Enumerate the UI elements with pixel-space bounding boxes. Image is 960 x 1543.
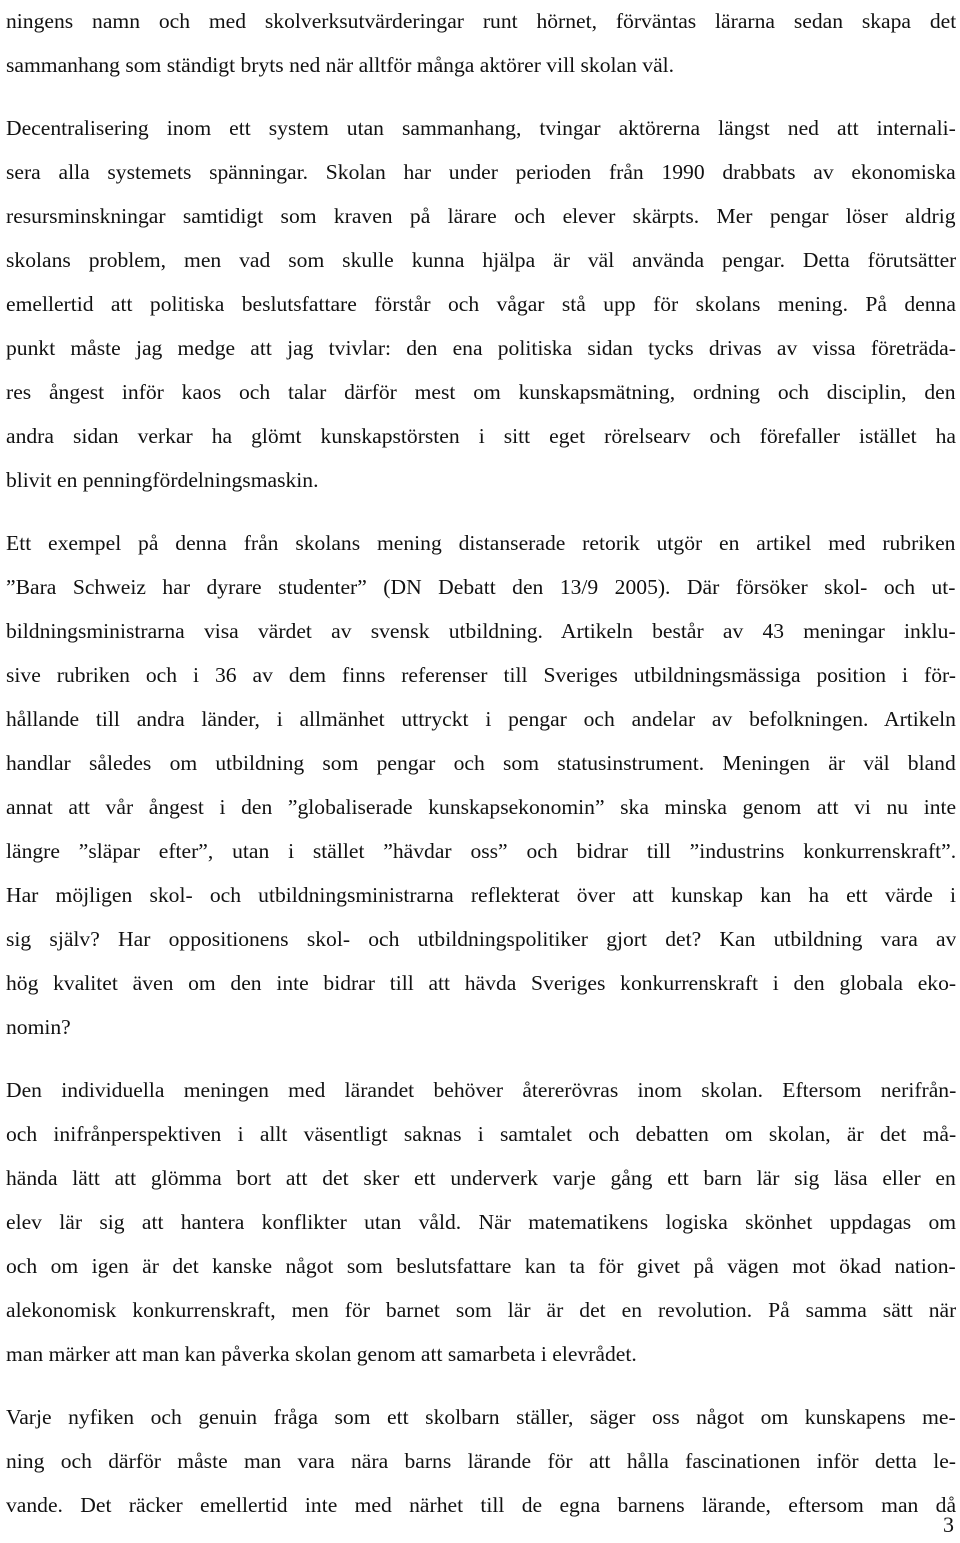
text-line: sive rubriken och i 36 av dem finns referenser till Sveriges utbildningsmässiga position i för- <box>6 663 956 687</box>
text-line: man märker att man kan påverka skolan genom att samarbeta i elevrådet. <box>6 1342 637 1366</box>
text-line: ”Bara Schweiz har dyrare studenter” (DN Debatt den 13/9 2005). Där försöker skol- och ut- <box>6 575 956 599</box>
text-line: resursminskningar samtidigt som kraven på lärare och elever skärpts. Mer pengar löser aldrig <box>6 204 956 228</box>
text-line: Ett exempel på denna från skolans mening distanserade retorik utgör en artikel med rubriken <box>6 531 956 555</box>
text-line: längre ”släpar efter”, utan i stället ”hävdar oss” och bidrar till ”industrins konkurrenskraft”. <box>6 839 956 863</box>
document-page <box>6 0 956 1527</box>
text-line: sig själv? Har oppositionens skol- och utbildningspolitiker gjort det? Kan utbildning vara av <box>6 927 956 951</box>
text-line: andra sidan verkar ha glömt kunskapstörsten i sitt eget rörelsearv och förefaller istället ha <box>6 424 956 448</box>
paragraph-1 <box>6 0 956 87</box>
paragraph-5 <box>6 1395 956 1527</box>
text-line: skolans problem, men vad som skulle kunna hjälpa är väl använda pengar. Detta förutsätter <box>6 248 956 272</box>
text-line: handlar således om utbildning som pengar och som statusinstrument. Meningen är väl bland <box>6 751 956 775</box>
text-line: och inifrånperspektiven i allt väsentligt saknas i samtalet och debatten om skolan, är det må- <box>6 1122 956 1146</box>
text-line: Den individuella meningen med lärandet behöver återerövras inom skolan. Eftersom nerifrån- <box>6 1078 956 1102</box>
paragraph-3 <box>6 521 956 1049</box>
text-line: elev lär sig att hantera konflikter utan våld. När matematikens logiska skönhet uppdagas om <box>6 1210 956 1234</box>
text-line: och om igen är det kanske något som beslutsfattare kan ta för givet på vägen mot ökad nation- <box>6 1254 956 1278</box>
text-line: nomin? <box>6 1015 71 1039</box>
text-line: Decentralisering inom ett system utan sammanhang, tvingar aktörerna längst ned att internali- <box>6 116 956 140</box>
text-line: hög kvalitet även om den inte bidrar till att hävda Sveriges konkurrenskraft i den globala eko- <box>6 971 956 995</box>
text-line: annat att vår ångest i den ”globaliserade kunskapsekonomin” ska minska genom att vi nu inte <box>6 795 956 819</box>
text-line: hända lätt att glömma bort att det sker ett underverk varje gång ett barn lär sig läsa eller en <box>6 1166 956 1190</box>
text-line: blivit en penningfördelningsmaskin. <box>6 468 319 492</box>
text-line: punkt måste jag medge att jag tvivlar: den ena politiska sidan tycks drivas av vissa företräda- <box>6 336 956 360</box>
paragraph-4 <box>6 1068 956 1376</box>
text-line: hållande till andra länder, i allmänhet uttryckt i pengar och andelar av befolkningen. Artikeln <box>6 707 956 731</box>
page-number: 3 <box>943 1512 954 1537</box>
text-line: emellertid att politiska beslutsfattare förstår och vågar stå upp för skolans mening. På denna <box>6 292 956 316</box>
text-line: sammanhang som ständigt bryts ned när alltför många aktörer vill skolan väl. <box>6 53 675 77</box>
text-line: ningens namn och med skolverksutvärderingar runt hörnet, förväntas lärarna sedan skapa det <box>6 9 956 33</box>
text-line: bildningsministrarna visa värdet av svensk utbildning. Artikeln består av 43 meningar inklu- <box>6 619 956 643</box>
text-line: vande. Det räcker emellertid inte med närhet till de egna barnens lärande, eftersom man då <box>6 1493 956 1517</box>
text-line: ning och därför måste man vara nära barns lärande för att hålla fascinationen inför detta le- <box>6 1449 956 1473</box>
text-line: Har möjligen skol- och utbildningsministrarna reflekterat över att kunskap kan ha ett värde i <box>6 883 956 907</box>
text-line: sera alla systemets spänningar. Skolan har under perioden från 1990 drabbats av ekonomiska <box>6 160 956 184</box>
text-line: res ångest inför kaos och talar därför mest om kunskapsmätning, ordning och disciplin, den <box>6 380 956 404</box>
paragraph-2 <box>6 106 956 502</box>
text-line: alekonomisk konkurrenskraft, men för barnet som lär är det en revolution. På samma sätt när <box>6 1298 956 1322</box>
text-line: Varje nyfiken och genuin fråga som ett skolbarn ställer, säger oss något om kunskapens me- <box>6 1405 956 1429</box>
